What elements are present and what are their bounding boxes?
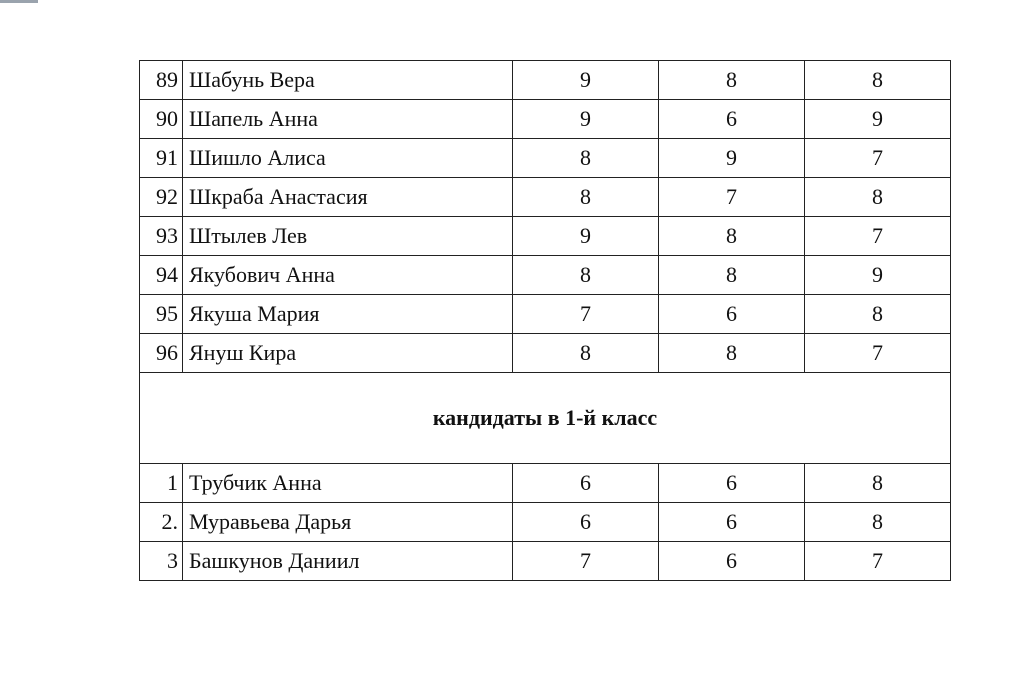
score-2: 8: [659, 61, 805, 100]
score-3: 9: [805, 256, 951, 295]
score-1: 9: [513, 217, 659, 256]
section-header-row: [140, 373, 951, 464]
row-number: 94: [140, 256, 183, 295]
score-3: 8: [805, 178, 951, 217]
table-row: [140, 178, 951, 217]
scores-table: [139, 60, 951, 581]
score-1: 6: [513, 503, 659, 542]
score-1: 8: [513, 139, 659, 178]
student-name: Шапель Анна: [183, 100, 513, 139]
table-row: [140, 100, 951, 139]
student-name: Муравьева Дарья: [183, 503, 513, 542]
student-name: Трубчик Анна: [183, 464, 513, 503]
table-row: [140, 61, 951, 100]
row-number: 1: [140, 464, 183, 503]
table-row: [140, 295, 951, 334]
table-row: [140, 542, 951, 581]
scan-smudge: [0, 0, 38, 3]
score-3: 7: [805, 542, 951, 581]
row-number: 90: [140, 100, 183, 139]
table-row: [140, 217, 951, 256]
score-3: 7: [805, 334, 951, 373]
row-number: 95: [140, 295, 183, 334]
score-2: 6: [659, 295, 805, 334]
table-row: [140, 139, 951, 178]
score-1: 9: [513, 100, 659, 139]
score-2: 8: [659, 217, 805, 256]
score-2: 6: [659, 503, 805, 542]
score-2: 9: [659, 139, 805, 178]
score-1: 9: [513, 61, 659, 100]
score-1: 8: [513, 178, 659, 217]
row-number: 92: [140, 178, 183, 217]
score-1: 8: [513, 334, 659, 373]
score-2: 6: [659, 542, 805, 581]
score-3: 8: [805, 503, 951, 542]
score-1: 6: [513, 464, 659, 503]
score-3: 8: [805, 464, 951, 503]
score-1: 7: [513, 295, 659, 334]
table-row: [140, 503, 951, 542]
score-2: 6: [659, 464, 805, 503]
student-name: Януш Кира: [183, 334, 513, 373]
row-number: 96: [140, 334, 183, 373]
student-name: Шкраба Анастасия: [183, 178, 513, 217]
table-row: [140, 256, 951, 295]
score-3: 7: [805, 139, 951, 178]
score-1: 7: [513, 542, 659, 581]
score-2: 8: [659, 334, 805, 373]
score-3: 8: [805, 61, 951, 100]
student-name: Штылев Лев: [183, 217, 513, 256]
table-row: [140, 464, 951, 503]
score-3: 7: [805, 217, 951, 256]
score-1: 8: [513, 256, 659, 295]
score-3: 9: [805, 100, 951, 139]
row-number: 3: [140, 542, 183, 581]
student-name: Якуша Мария: [183, 295, 513, 334]
row-number: 93: [140, 217, 183, 256]
student-name: Шабунь Вера: [183, 61, 513, 100]
table-row: [140, 334, 951, 373]
section-title: кандидаты в 1-й класс: [140, 373, 951, 464]
row-number: 2.: [140, 503, 183, 542]
row-number: 91: [140, 139, 183, 178]
student-name: Якубович Анна: [183, 256, 513, 295]
score-2: 6: [659, 100, 805, 139]
student-name: Башкунов Даниил: [183, 542, 513, 581]
student-name: Шишло Алиса: [183, 139, 513, 178]
score-3: 8: [805, 295, 951, 334]
score-2: 8: [659, 256, 805, 295]
row-number: 89: [140, 61, 183, 100]
score-2: 7: [659, 178, 805, 217]
